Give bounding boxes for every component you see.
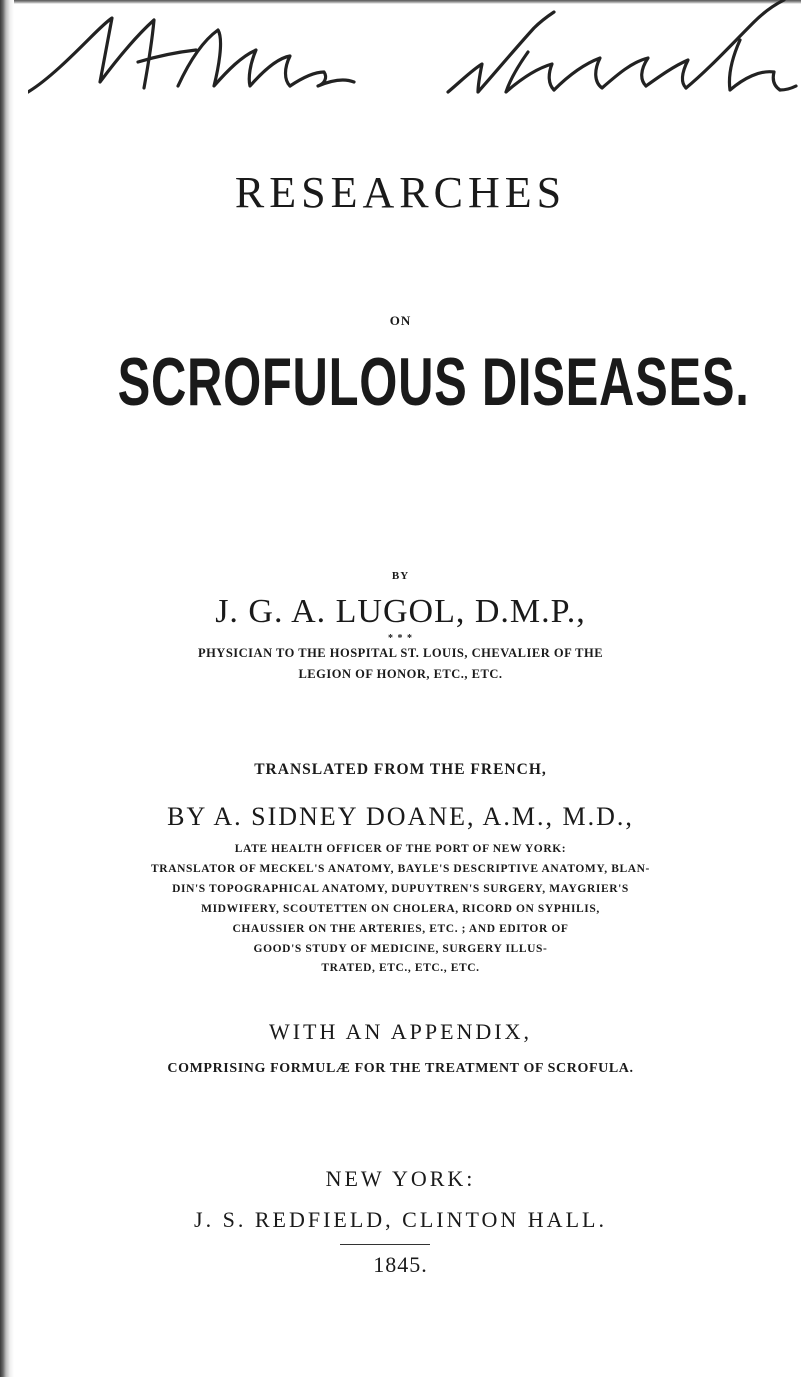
- publication-city: NEW YORK:: [325, 1166, 476, 1191]
- translator-description-line: MIDWIFERY, SCOUTETTEN ON CHOLERA, RICORD ON SYPHILIS,: [201, 903, 600, 915]
- title-on: ON: [389, 313, 412, 328]
- translator-description-line: CHAUSSIER ON THE ARTERIES, ETC. ; AND EDITOR OF: [232, 923, 569, 935]
- translator-name: BY A. SIDNEY DOANE, A.M., M.D.,: [167, 802, 634, 831]
- translated-from: TRANSLATED FROM THE FRENCH,: [254, 761, 547, 778]
- appendix-subtitle: COMPRISING FORMULÆ FOR THE TREATMENT OF SCROFULA.: [167, 1061, 634, 1076]
- translator-description-line: GOOD'S STUDY OF MEDICINE, SURGERY ILLUS-: [253, 943, 548, 955]
- author-description-line: PHYSICIAN TO THE HOSPITAL ST. LOUIS, CHEVALIER OF THE: [197, 646, 604, 660]
- handwritten-signature: [28, 0, 798, 110]
- ornament: * * *: [388, 633, 413, 644]
- translator-description-line: LATE HEALTH OFFICER OF THE PORT OF NEW YORK:: [234, 843, 567, 855]
- author-description-line: LEGION OF HONOR, ETC., ETC.: [298, 667, 503, 681]
- translator-description-line: DIN'S TOPOGRAPHICAL ANATOMY, DUPUYTREN'S SURGERY, MAYGRIER'S: [172, 883, 629, 895]
- appendix-heading: WITH AN APPENDIX,: [268, 1019, 533, 1044]
- publisher-rule: [340, 1244, 430, 1245]
- translator-description-line: TRATED, ETC., ETC., ETC.: [321, 962, 480, 974]
- title-researches: RESEARCHES: [234, 168, 567, 217]
- by-label: BY: [391, 570, 410, 582]
- author-name: J. G. A. LUGOL, D.M.P.,: [215, 593, 586, 630]
- main-title: SCROFULOUS DISEASES.: [117, 344, 750, 420]
- translator-description-line: TRANSLATOR OF MECKEL'S ANATOMY, BAYLE'S DESCRIPTIVE ANATOMY, BLAN-: [151, 863, 650, 875]
- publisher: J. S. REDFIELD, CLINTON HALL.: [194, 1207, 607, 1232]
- publication-year: 1845.: [373, 1252, 428, 1277]
